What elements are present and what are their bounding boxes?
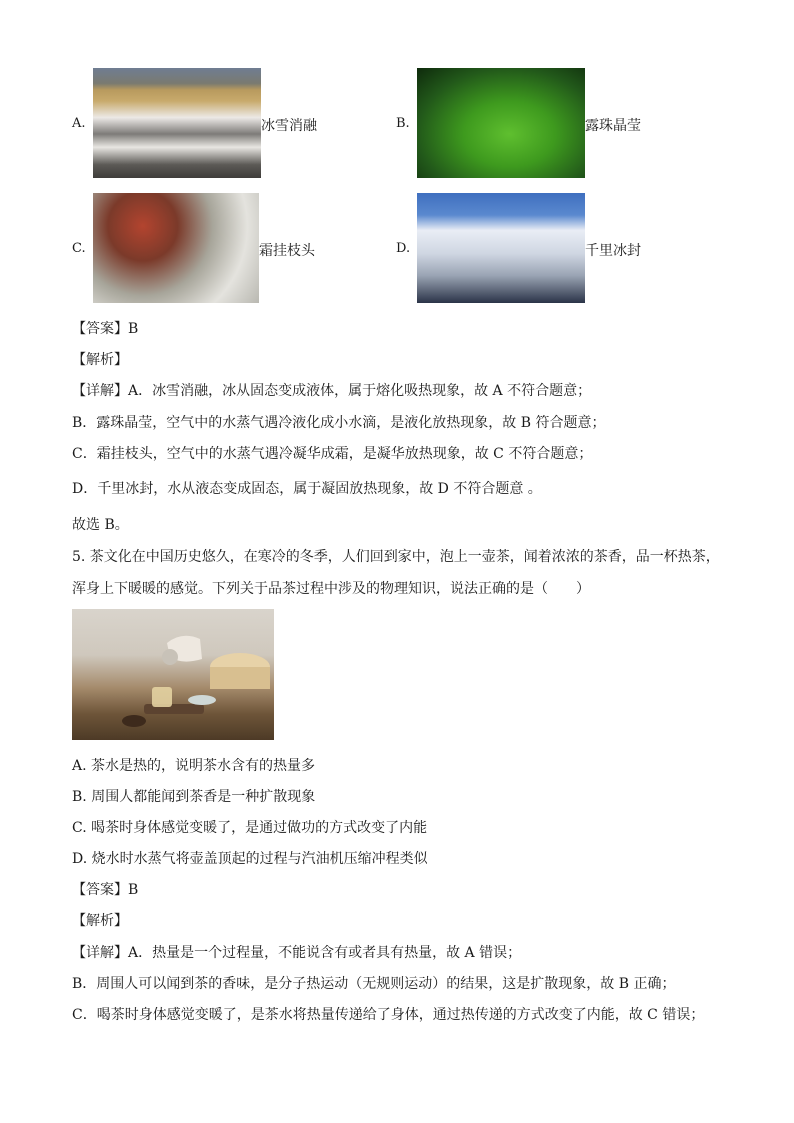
option-c-text: 霜挂枝头	[259, 243, 315, 259]
q4-detail-line-4: D．千里冰封，水从液态变成固态，属于凝固放热现象，故 D 不符合题意 。	[72, 481, 542, 497]
q5-stem-line-1: 5. 茶文化在中国历史悠久，在寒冷的冬季，人们回到家中，泡上一壶茶，闻着浓浓的茶香，品一杯热茶，	[72, 549, 720, 565]
q5-detail-line-3: C．喝茶时身体感觉变暖了，是茶水将热量传递给了身体，通过热传递的方式改变了内能，故 C 错误；	[72, 1007, 705, 1023]
q5-option-b: B. 周围人都能闻到茶香是一种扩散现象	[72, 789, 316, 805]
option-a-text: 冰雪消融	[261, 118, 317, 134]
option-d-text: 千里冰封	[585, 243, 641, 259]
q5-option-c: C. 喝茶时身体感觉变暖了，是通过做功的方式改变了内能	[72, 820, 428, 836]
option-d-letter: D.	[396, 241, 411, 256]
q5-detail-line-1: 【详解】A．热量是一个过程量，不能说含有或者具有热量，故 A 错误；	[72, 945, 522, 961]
option-c-letter: C.	[72, 241, 86, 256]
q5-detail-line-2: B．周围人可以闻到茶的香味，是分子热运动（无规则运动）的结果，这是扩散现象，故 B 正确；	[72, 976, 676, 992]
q4-detail-line-1: 【详解】A．冰雪消融，冰从固态变成液体，属于熔化吸热现象，故 A 不符合题意；	[72, 383, 592, 399]
q5-option-a: A. 茶水是热的，说明茶水含有的热量多	[72, 758, 316, 774]
option-b-text: 露珠晶莹	[585, 118, 641, 134]
frost-branches-image	[93, 193, 259, 303]
q4-detail-line-2: B．露珠晶莹，空气中的水蒸气遇冷液化成小水滴，是液化放热现象，故 B 符合题意；	[72, 415, 606, 431]
q5-option-d: D. 烧水时水蒸气将壶盖顶起的过程与汽油机压缩冲程类似	[72, 851, 428, 867]
q4-analysis-label: 【解析】	[72, 352, 128, 368]
option-b-letter: B.	[396, 116, 410, 131]
dew-drops-image	[417, 68, 585, 178]
q5-answer: 【答案】B	[72, 882, 139, 898]
q4-conclusion: 故选 B。	[72, 517, 129, 533]
option-a-letter: A.	[72, 116, 86, 131]
q4-answer: 【答案】B	[72, 321, 139, 337]
q5-stem-line-2: 浑身上下暖暖的感觉。下列关于品茶过程中涉及的物理知识，说法正确的是（ ）	[72, 581, 590, 597]
tea-pouring-image	[72, 609, 274, 740]
q5-analysis-label: 【解析】	[72, 913, 128, 929]
frozen-waterfall-image	[417, 193, 585, 303]
snow-melting-image	[93, 68, 261, 178]
q4-detail-line-3: C．霜挂枝头，空气中的水蒸气遇冷凝华成霜，是凝华放热现象，故 C 不符合题意；	[72, 446, 593, 462]
